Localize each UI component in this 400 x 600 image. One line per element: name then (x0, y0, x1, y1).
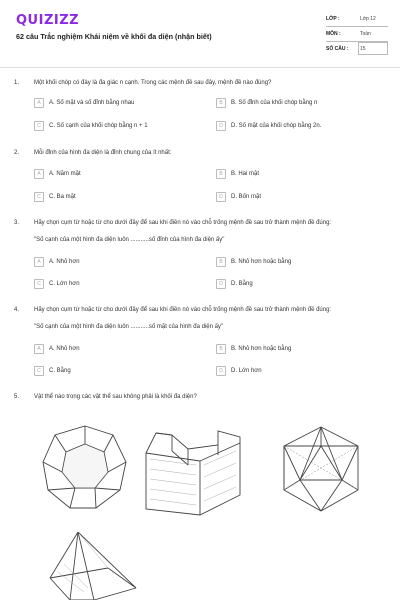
option-key-box: C (34, 366, 44, 376)
option-label: B. Số đỉnh của khối chóp bằng n (231, 99, 318, 106)
meta-subject (326, 27, 388, 42)
option-label: D. Bốn mặt (231, 193, 262, 200)
question-4-number: 4. (14, 307, 20, 313)
option-key-box: A (34, 169, 44, 179)
question-4-option-d[interactable] (216, 366, 386, 378)
question-4-statement: "Số cạnh của một hình đa diện luôn ...........số mặt của hình đa diện ấy" (34, 324, 224, 330)
polyhedron-figure-4 (44, 528, 144, 600)
worksheet-header (0, 0, 400, 66)
option-label: A. Số mặt và số đỉnh bằng nhau (49, 99, 135, 106)
option-label: A. Năm mặt (49, 170, 81, 177)
option-key-box: B (216, 344, 226, 354)
question-2-option-c[interactable] (34, 192, 204, 204)
question-2-text: Mỗi đỉnh của hình đa diện là đỉnh chung của ít nhất: (34, 150, 172, 156)
option-key-box: A (34, 257, 44, 267)
question-3-statement: "Số cạnh của một hình đa diện luôn ...........số đỉnh của hình đa diện ấy" (34, 237, 225, 243)
option-key-box: B (216, 169, 226, 179)
option-label: B. Nhỏ hơn hoặc bằng (231, 258, 292, 265)
question-4-option-b[interactable] (216, 344, 386, 356)
option-key-box: D (216, 279, 226, 289)
question-3-text: Hãy chọn cụm từ hoặc từ cho dưới đây để sau khi điền nó vào chỗ trống mệnh đề sau trở thành mệnh đề đúng: (34, 220, 332, 226)
meta-count-box (358, 42, 388, 55)
meta-class (326, 12, 388, 27)
option-key-box: C (34, 121, 44, 131)
option-key-box: B (216, 257, 226, 267)
option-key-box: D (216, 192, 226, 202)
option-label: C. Số cạnh của khối chóp bằng n + 1 (49, 122, 148, 129)
option-key-box: C (34, 279, 44, 289)
option-label: A. Nhỏ hơn (49, 258, 80, 265)
meta-class-value: Lớp 12 (360, 16, 376, 22)
worksheet-title: 62 câu Trắc nghiệm Khái niệm về khối đa diện (nhận biết) (16, 32, 212, 41)
option-label: A. Nhỏ hơn (49, 345, 80, 352)
meta-subject-label: MÔN : (326, 31, 341, 37)
option-label: C. Lớn hơn (49, 280, 80, 287)
question-1-number: 1. (14, 80, 20, 86)
option-label: D. Số mặt của khối chóp bằng 2n. (231, 122, 322, 129)
question-3-option-c[interactable] (34, 279, 204, 291)
question-5-text: Vật thể nào trong các vật thể sau không phải là khối đa diện? (34, 394, 197, 400)
option-key-box: D (216, 121, 226, 131)
polyhedron-figure-1 (40, 422, 130, 512)
option-key-box: C (34, 192, 44, 202)
option-key-box: B (216, 98, 226, 108)
meta-class-label: LỚP : (326, 16, 340, 22)
polyhedron-figure-3 (276, 424, 366, 514)
question-3-option-d[interactable] (216, 279, 386, 291)
question-1-option-c[interactable] (34, 121, 204, 133)
question-3-option-a[interactable] (34, 257, 204, 269)
option-label: C. Ba mặt (49, 193, 76, 200)
option-label: B. Hai mặt (231, 170, 260, 177)
quizizz-logo: QUIZIZZ (16, 13, 80, 28)
question-3-option-b[interactable] (216, 257, 386, 269)
option-label: B. Nhỏ hơn hoặc bằng (231, 345, 292, 352)
question-1-option-d[interactable] (216, 121, 386, 133)
question-1-text: Một khối chóp có đáy là đa giác n cạnh. Trong các mệnh đề sau đây, mệnh đề nào đúng? (34, 80, 272, 86)
question-4-option-a[interactable] (34, 344, 204, 356)
question-5-number: 5. (14, 394, 20, 400)
meta-count-label: SỐ CÂU : (326, 46, 349, 52)
question-1-option-b[interactable] (216, 98, 386, 110)
question-2-option-a[interactable] (34, 169, 204, 181)
option-label: C. Bằng (49, 367, 71, 374)
option-label: D. Lớn hơn (231, 367, 262, 374)
meta-subject-value: Toán (360, 31, 371, 37)
question-2-option-d[interactable] (216, 192, 386, 204)
option-label: D. Bằng (231, 280, 253, 287)
option-key-box: A (34, 344, 44, 354)
polyhedron-figure-2 (142, 425, 246, 517)
question-2-number: 2. (14, 150, 20, 156)
option-key-box: A (34, 98, 44, 108)
question-4-text: Hãy chọn cụm từ hoặc từ cho dưới đây để sau khi điền nó vào chỗ trống mệnh đề sau trở thành mệnh đề đúng: (34, 307, 332, 313)
question-1-option-a[interactable] (34, 98, 204, 110)
meta-count-value: 15 (360, 46, 366, 52)
option-key-box: D (216, 366, 226, 376)
header-divider (0, 67, 400, 68)
question-3-number: 3. (14, 220, 20, 226)
question-4-option-c[interactable] (34, 366, 204, 378)
question-2-option-b[interactable] (216, 169, 386, 181)
